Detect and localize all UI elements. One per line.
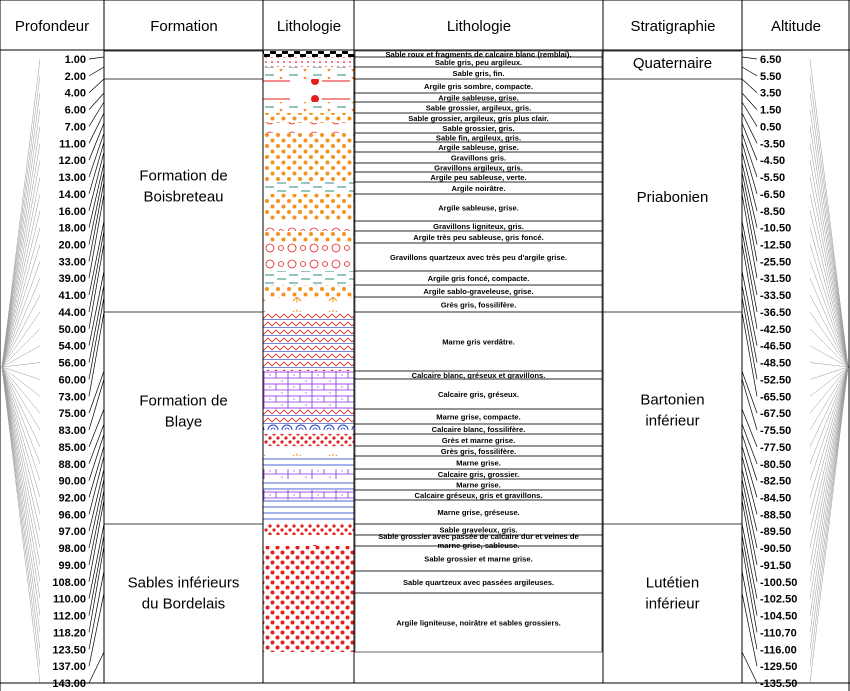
left-scale-line [2,228,40,367]
depth-label: 143.00 [52,678,86,690]
depth-tick [89,243,104,329]
depth-label: 75.00 [58,408,86,421]
lithology-fill-2 [263,57,354,67]
depth-label: 83.00 [58,425,86,438]
altitude-label: -129.50 [760,661,798,674]
lithology-fill-10 [263,142,354,152]
lithology-fill-15 [263,194,354,221]
altitude-label: 1.50 [760,104,782,117]
layer-row [2,123,848,367]
layer-row [2,367,848,656]
altitude-tick [742,67,757,76]
lithology-fill-9 [263,133,354,142]
altitude-label: -4.50 [760,155,786,168]
depth-label: 11.00 [59,138,86,151]
altitude-label: -100.50 [760,576,798,589]
stratigraphy-name: Quaternaire [632,55,713,72]
altitude-label: -65.50 [760,391,792,404]
depth-label: 6.00 [64,104,86,117]
depth-tick [89,102,104,126]
layer-description: Calcaire blanc, fossilifère. [431,424,526,434]
layer-row [2,182,848,367]
depth-label: 16.00 [58,205,86,218]
lithology-fills [263,51,354,652]
right-scale-line [810,93,848,367]
formation-unit-2 [104,79,742,206]
lithology-fill-3 [263,67,354,79]
altitude-label: -75.50 [760,425,792,438]
depth-label: 56.00 [58,357,86,370]
right-scale-line [810,367,848,666]
layer-description: Argile sableuse, grise. [438,203,519,213]
depth-label: 123.50 [52,644,86,657]
layer-row [2,271,848,370]
layer-row [2,367,848,454]
altitude-label: -3.50 [760,138,786,151]
right-scale-line [810,177,848,367]
lithology-fill-29 [263,456,354,469]
left-scale-line [2,367,40,666]
formation-name: Blaye [164,413,203,431]
depth-tick [89,379,104,430]
right-scale-line [810,367,848,379]
left-scale-line [2,110,40,367]
right-scale-line [810,367,848,565]
layer-description: Gravillons argileux, gris. [434,163,523,173]
layer-description: Sable grossier, argileux, gris. [425,103,532,113]
depth-label: 14.00 [58,188,86,201]
right-scale-line [810,211,848,367]
depth-label: 18.00 [58,222,86,235]
right-scale-line [810,76,848,367]
altitude-label: -116.00 [760,644,797,657]
layer-description: Argile gris sombre, compacte. [424,81,533,91]
layer-row [2,367,848,639]
altitude-label: -52.50 [760,374,792,387]
layer-description: Argile noirâtre. [451,183,506,193]
altitude-tick [742,571,757,649]
lithology-fill-4 [263,79,354,93]
altitude-tick [742,142,757,194]
layer-description: Argile sableuse, grise. [438,93,519,103]
stratigraphy-name: inférieur [645,595,700,613]
altitude-label: -67.50 [760,408,792,421]
lithology-fill-5 [263,93,354,102]
altitude-label: -135.50 [760,678,798,690]
altitude-label: -80.50 [760,458,792,471]
header-lithology-description: Lithologie [446,18,512,35]
lithology-fill-33 [263,500,354,524]
left-scale-line [2,261,40,367]
layer-row [2,297,848,403]
depth-label: 137.00 [52,661,86,674]
depth-label: 44.00 [58,306,86,319]
layer-row [2,312,848,420]
layer-description: Gravillons gris. [450,153,507,163]
right-scale-line [810,363,848,367]
depth-label: 2.00 [64,70,86,83]
layer-row [2,172,848,367]
altitude-label: -33.50 [760,290,792,303]
left-scale-line [2,177,40,367]
layer-description: Sable quartzeux avec passées argileuses. [402,577,555,587]
layer-description: Calcaire gréseux, gris et gravillons. [414,490,543,500]
left-scale-line [2,367,40,379]
header-lithology-column: Lithologie [276,18,342,35]
layer-description: Sable fin, argileux, gris. [435,133,522,143]
depth-label: 85.00 [58,441,86,454]
lithology-fill-30 [263,469,354,479]
layer-description: Grès et marne grise. [441,435,516,445]
lithology-fill-19 [263,271,354,285]
lithology-fill-23 [263,371,354,379]
altitude-tick [742,93,757,110]
formation-name: Formation de [139,167,228,185]
altitude-label: -89.50 [760,526,792,539]
right-scale-line [810,261,848,367]
left-scale-line [2,367,40,497]
layer-description: Marne grise. [456,458,501,468]
depth-label: 39.00 [58,273,86,286]
left-scale-line [2,211,40,367]
layer-row [2,93,848,367]
altitude-label: -82.50 [760,475,792,488]
right-scale-line [810,143,848,367]
layer-description: Gravillons ligniteux, gris. [433,221,524,231]
altitude-label: -25.50 [760,256,792,269]
lithology-fill-22 [263,312,354,371]
formation-name: du Bordelais [141,595,226,613]
layer-description: Gravillons quartzeux avec très peu d'argile grise. [390,252,567,262]
layer-description: Argile ligniteuse, noirâtre et sables grossiers. [396,618,561,628]
altitude-label: 3.50 [760,87,782,100]
altitude-label: -90.50 [760,543,792,556]
left-scale-line [2,76,40,367]
altitude-label: -84.50 [760,492,792,505]
layer-description: Argile sableuse, grise. [438,142,519,152]
layer-description: Sable gris, fin. [452,68,505,78]
altitude-label: 0.50 [760,121,782,134]
depth-label: 20.00 [58,239,86,252]
lithology-fill-18 [263,243,354,271]
stratigraphy-name: Priabonien [636,189,709,206]
depth-label: 88.00 [58,458,86,471]
right-scale-line [810,59,848,367]
lithology-fill-6 [263,102,354,113]
altitude-label: -5.50 [760,172,786,185]
depth-label: 73.00 [58,391,86,404]
layer-description: Calcaire gris, grossier. [437,469,520,479]
layer-description: Marne gris verdâtre. [442,337,515,347]
layer-description: Grès gris, fossilifère. [440,300,517,310]
left-scale-line [2,367,40,683]
lithology-fill-8 [263,123,354,133]
layer-description: Grès gris, fossilifère. [440,446,517,456]
lithology-fill-32 [263,490,354,500]
left-scale-line [2,363,40,367]
depth-tick [89,79,104,93]
depth-label: 112.00 [52,610,86,623]
lithology-fill-1 [263,51,354,57]
right-scale-line [810,367,848,683]
depth-label: 92.00 [58,492,86,505]
lithology-fill-38 [263,593,354,652]
depth-tick [89,93,104,110]
lithology-fill-24 [263,379,354,409]
altitude-tick [742,379,757,430]
altitude-label: -8.50 [760,205,786,218]
right-scale-line [810,110,848,367]
formation-name: Sables inférieurs [127,574,240,592]
depth-label: 96.00 [58,509,86,522]
altitude-tick [742,57,757,59]
header-stratigraphy: Stratigraphie [630,18,716,35]
depth-label: 13.00 [58,172,86,185]
depth-label: 33.00 [58,256,86,269]
header-row [15,18,821,35]
layer-row [2,163,848,367]
depth-label: 98.00 [58,543,86,556]
depth-tick [89,571,104,649]
lithology-fill-14 [263,182,354,194]
layer-row [2,50,848,367]
depth-label: 118.20 [52,627,86,640]
altitude-tick [742,456,757,514]
lithology-fill-37 [263,571,354,593]
layer-description: Calcaire gris, gréseux. [437,389,520,399]
lithology-fill-35 [263,535,354,546]
right-scale-line [810,367,848,481]
depth-label: 1.00 [64,54,86,66]
depth-tick [89,231,104,312]
layer-description: Argile gris foncé, compacte. [427,273,530,283]
lithology-fill-25 [263,409,354,424]
formation-name: Boisbreteau [143,188,224,206]
layer-description: Sable gris, peu argileux. [434,57,523,67]
left-scale-line [2,367,40,481]
depth-label: 60.00 [58,374,86,387]
altitude-label: -102.50 [760,593,798,606]
left-scale-line [2,367,40,649]
altitude-tick [742,102,757,126]
left-scale-line [2,59,40,367]
stratigraphy-name: Lutétien [645,574,700,592]
lithology-fill-27 [263,434,354,446]
depth-tick [89,456,104,514]
altitude-tick [742,79,757,93]
altitude-label: -46.50 [760,340,792,353]
layer-row [2,367,848,504]
stratigraphy-name: inférieur [645,412,700,430]
left-scale-line [2,367,40,582]
depth-label: 108.00 [52,576,86,589]
depth-label: 4.00 [64,87,86,100]
layer-row [2,367,848,555]
layer-description: Marne grise. [456,480,501,490]
depth-label: 12.00 [58,155,86,168]
right-scale-line [810,228,848,367]
depth-tick [89,142,104,194]
layer-row [2,133,848,367]
altitude-tick [742,243,757,329]
right-scale-line [810,367,848,649]
altitude-label: -36.50 [760,306,792,319]
left-scale-line [2,143,40,367]
altitude-label: 6.50 [760,54,782,66]
lithology-fill-20 [263,285,354,297]
right-scale-line [810,367,848,599]
altitude-label: -31.50 [760,273,792,286]
layer-description: Sable graveleux, gris. [439,525,518,535]
altitude-label: -77.50 [760,441,792,454]
depth-label: 50.00 [58,323,86,336]
altitude-label: -12.50 [760,239,792,252]
depth-label: 97.00 [58,526,86,539]
depth-label: 90.00 [58,475,86,488]
altitude-label: -42.50 [760,323,792,336]
left-scale-line [2,367,40,599]
layer-row [2,367,848,437]
altitude-label: -6.50 [760,188,786,201]
formation-units [104,51,742,613]
lithology-fill-21 [263,297,354,312]
header-altitude: Altitude [770,18,822,35]
depth-label: 41.00 [58,290,86,303]
header-depth: Profondeur [14,18,90,35]
lithology-fill-36 [263,546,354,571]
layer-description: Sable grossier et marne grise. [424,554,533,564]
layer-row [2,194,848,367]
layer-row [2,367,848,690]
right-scale-line [810,367,848,548]
depth-tick [89,67,104,76]
layer-row [2,367,848,606]
altitude-label: -91.50 [760,559,792,572]
altitude-label: -110.70 [760,627,797,640]
layer-description: Sable grossier, argileux, gris plus clair. [408,113,549,123]
layer-row [2,367,848,538]
depth-tick [89,371,104,413]
lithology-fill-28 [263,446,354,456]
layer-row [2,231,848,367]
altitude-label: -48.50 [760,357,792,370]
layer-row [2,243,848,367]
layer-row [2,367,848,488]
lithology-fill-13 [263,172,354,182]
lithology-fill-26 [263,424,354,434]
depth-label: 99.00 [58,559,86,572]
altitude-label: -104.50 [760,610,798,623]
header-formation: Formation [150,18,218,35]
stratigraphy-name: Bartonien [640,391,705,409]
depth-label: 54.00 [58,340,86,353]
right-scale-line [810,367,848,582]
lithology-fill-17 [263,231,354,243]
layer-description: Argile très peu sableuse, gris foncé. [413,232,544,242]
layer-description: Marne grise, compacte. [436,412,521,422]
depth-label: 7.00 [64,121,86,134]
layer-description: Calcaire blanc, gréseux et gravillons. [411,370,546,380]
layer-description: marne grise, sableuse. [437,540,520,550]
depth-label: 110.00 [52,593,86,606]
lithology-fill-12 [263,163,354,172]
depth-tick [89,57,104,59]
altitude-label: 5.50 [760,70,782,83]
altitude-label: -10.50 [760,222,792,235]
layer-row [2,367,848,471]
layer-description: Sable roux et fragments de calcaire blanc (remblai). [385,49,572,59]
layer-rows [2,50,848,690]
layer-description: Marne grise, gréseuse. [437,507,520,517]
altitude-label: -88.50 [760,509,792,522]
layer-description: Argile sablo-graveleuse, grise. [423,286,534,296]
altitude-tick [742,371,757,413]
lithology-fill-31 [263,479,354,490]
lithology-fill-7 [263,113,354,123]
altitude-tick [742,231,757,312]
layer-description: Sable grossier avec passée de calcaire dur et veines de [378,531,579,541]
lithology-fill-34 [263,524,354,535]
left-scale-line [2,367,40,548]
lithology-fill-16 [263,221,354,231]
formation-name: Formation de [139,392,228,410]
layer-description: Sable grossier, gris. [442,123,515,133]
left-scale-line [2,93,40,367]
lithology-fill-11 [263,152,354,163]
layer-description: Argile peu sableuse, verte. [430,172,527,182]
left-scale-line [2,367,40,565]
right-scale-line [810,367,848,497]
layer-row [2,367,848,572]
